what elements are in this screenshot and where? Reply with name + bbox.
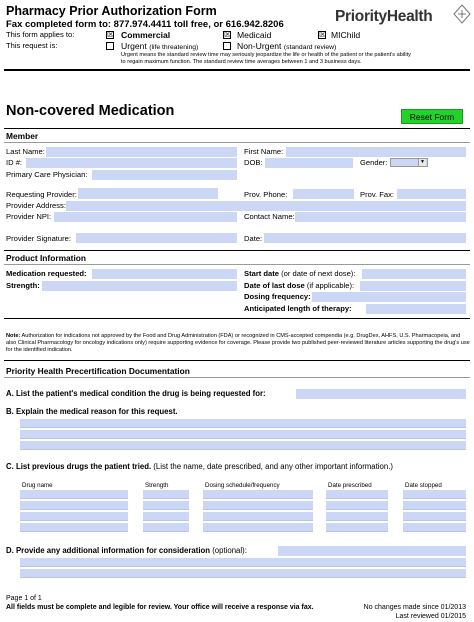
date-field[interactable] [264, 233, 466, 243]
commercial-checkbox[interactable]: ☒ [107, 30, 115, 39]
drug-name-cell[interactable] [20, 490, 128, 499]
provider-npi-field[interactable] [54, 212, 237, 222]
date-stopped-cell[interactable] [403, 501, 466, 510]
nonurgent-note: (standard review) [283, 44, 337, 51]
question-d-field[interactable] [278, 546, 466, 556]
form-title: Pharmacy Prior Authorization Form [6, 4, 217, 18]
dosing-cell[interactable] [203, 490, 313, 499]
length-therapy-label: Anticipated length of therapy: [244, 304, 352, 313]
medication-requested-field[interactable] [92, 269, 237, 279]
provider-signature-field[interactable] [76, 233, 237, 243]
product-section-title: Product Information [6, 253, 87, 263]
strength-cell[interactable] [143, 523, 189, 532]
question-a-field[interactable] [296, 389, 466, 399]
col-strength: Strength [145, 482, 169, 489]
dosing-cell[interactable] [203, 501, 313, 510]
page-heading: Non-covered Medication [6, 103, 175, 119]
last-dose-field[interactable] [360, 281, 466, 291]
commercial-label: Commercial [121, 30, 171, 40]
note-text: Authorization for indications not approved by the Food and Drug Administration (FDA) or recognized in CMS-accepted compendia (e.g. DrugDex, AHFS, U.S. Pharmacopeia, and also Clinical Pharmacology for oncology indications only) require supporting evidence for coverage. Please provide two published peer-reviewed literature articles supporting the drug's use for the identified indication. [6, 333, 470, 353]
question-d-line-1[interactable] [20, 558, 466, 567]
pcp-label: Primary Care Physician: [6, 170, 88, 179]
header-divider [4, 69, 470, 71]
chevron-down-icon[interactable]: ▼ [418, 159, 426, 166]
strength-cell[interactable] [143, 490, 189, 499]
question-d [6, 546, 247, 556]
start-date-label [244, 269, 355, 279]
requesting-provider-label: Requesting Provider: [6, 190, 77, 199]
strength-cell[interactable] [143, 512, 189, 521]
dob-label: DOB: [244, 158, 263, 167]
date-stopped-cell[interactable] [403, 512, 466, 521]
start-date-note: (or date of next dose): [281, 269, 356, 278]
question-b: B. Explain the medical reason for this request. [6, 407, 178, 416]
prov-phone-field[interactable] [293, 189, 354, 199]
dosing-cell[interactable] [203, 523, 313, 532]
col-drug-name: Drug name [22, 482, 53, 489]
logo-text: PriorityHealth [335, 8, 433, 25]
member-bottom-divider [4, 250, 470, 251]
col-date-stopped: Date stopped [405, 482, 442, 489]
strength-cell[interactable] [143, 501, 189, 510]
question-d-rest: (optional): [210, 546, 247, 555]
drug-name-cell[interactable] [20, 523, 128, 532]
provider-address-label: Provider Address: [6, 201, 66, 210]
question-c-bold: C. List previous drugs the patient tried. [6, 462, 152, 471]
precert-section-title: Priority Health Precertification Documentation [6, 366, 190, 376]
provider-signature-label: Provider Signature: [6, 234, 72, 243]
urgent-text: Urgent [121, 41, 147, 51]
gender-label: Gender: [360, 158, 388, 167]
note-label: Note: [6, 333, 21, 339]
date-stopped-cell[interactable] [403, 523, 466, 532]
prov-fax-label: Prov. Fax: [360, 190, 395, 199]
date-prescribed-cell[interactable] [326, 512, 388, 521]
prov-phone-label: Prov. Phone: [244, 190, 288, 199]
id-label: ID #: [6, 158, 23, 167]
reset-form-button[interactable]: Reset Form [401, 109, 463, 124]
last-dose-text: Date of last dose [244, 281, 305, 290]
prov-fax-field[interactable] [397, 189, 466, 199]
date-label: Date: [244, 234, 263, 243]
last-name-field[interactable] [46, 147, 237, 157]
michild-checkbox[interactable]: ☒ [319, 30, 327, 39]
medication-requested-label: Medication requested: [6, 269, 87, 278]
provider-npi-label: Provider NPI: [6, 212, 52, 221]
medicaid-label: Medicaid [237, 30, 272, 40]
product-bottom-divider [4, 318, 470, 319]
question-c-rest: (List the name, date prescribed, and any other important information.) [151, 462, 393, 471]
length-therapy-field[interactable] [366, 304, 466, 314]
provider-address-field[interactable] [66, 201, 466, 211]
fax-line: Fax completed form to: 877.974.4411 toll free, or 616.942.8206 [6, 19, 284, 30]
fields-note: All fields must be complete and legible for review. Your office will receive a response via fax. [6, 604, 314, 611]
contact-name-label: Contact Name: [244, 212, 295, 221]
first-name-label: First Name: [244, 147, 284, 156]
contact-name-field[interactable] [295, 212, 466, 222]
question-d-line-2[interactable] [20, 569, 466, 578]
last-name-label: Last Name: [6, 147, 45, 156]
nonurgent-checkbox[interactable] [223, 42, 231, 50]
no-changes-note: No changes made since 01/2013 [363, 604, 466, 611]
urgent-desc-2: to regain maximum function. The standard review time averages between 1 and 3 business days. [121, 59, 362, 65]
member-underline [4, 142, 470, 143]
michild-label: MIChild [331, 30, 361, 40]
request-label: This request is: [6, 41, 58, 50]
member-section-title: Member [6, 131, 39, 141]
dosing-frequency-field[interactable] [312, 292, 466, 302]
drug-name-cell[interactable] [20, 512, 128, 521]
date-prescribed-cell[interactable] [326, 523, 388, 532]
first-name-field[interactable] [286, 147, 466, 157]
product-underline [4, 264, 470, 265]
urgent-note: (life threatening) [149, 44, 199, 51]
date-prescribed-cell[interactable] [326, 501, 388, 510]
date-stopped-cell[interactable] [403, 490, 466, 499]
nonurgent-text: Non-Urgent [237, 41, 282, 51]
priority-health-logo [335, 4, 470, 32]
date-prescribed-cell[interactable] [326, 490, 388, 499]
strength-field[interactable] [42, 281, 237, 291]
question-b-line-3[interactable] [20, 441, 466, 450]
dosing-cell[interactable] [203, 512, 313, 521]
question-d-bold: D. Provide any additional information for consideration [6, 546, 211, 555]
precert-underline [4, 377, 470, 378]
requesting-provider-field[interactable] [78, 188, 218, 199]
start-date-text: Start date [244, 269, 280, 278]
medicaid-checkbox[interactable]: ☒ [224, 30, 232, 39]
drug-name-cell[interactable] [20, 501, 128, 510]
last-dose-note: (if applicable): [306, 281, 355, 290]
question-c [6, 462, 393, 472]
urgent-checkbox[interactable] [106, 42, 114, 50]
question-b-line-1[interactable] [20, 419, 466, 428]
page-number: Page 1 of 1 [6, 595, 42, 602]
applies-label: This form applies to: [6, 30, 75, 39]
logo-mark-icon [453, 4, 471, 24]
note-paragraph [6, 333, 470, 354]
col-dosing-schedule: Dosing schedule/frequency [205, 482, 280, 489]
heading-divider [4, 128, 470, 129]
last-dose-label [244, 281, 354, 291]
question-a: A. List the patient's medical condition the drug is being requested for: [6, 389, 266, 398]
dosing-frequency-label: Dosing frequency: [244, 292, 311, 301]
strength-label: Strength: [6, 281, 40, 290]
pcp-field[interactable] [92, 170, 237, 180]
id-field[interactable] [26, 158, 237, 168]
question-b-line-2[interactable] [20, 430, 466, 439]
last-reviewed-note: Last reviewed 01/2015 [395, 613, 466, 620]
urgent-desc-1: Urgent means the standard review time may seriously jeopardize the life or health of the patient or the patient's ability [121, 52, 411, 58]
note-divider [4, 360, 470, 361]
dob-field[interactable] [265, 158, 353, 168]
col-date-prescribed: Date prescribed [328, 482, 372, 489]
start-date-field[interactable] [362, 269, 466, 279]
gender-select[interactable] [390, 158, 428, 167]
